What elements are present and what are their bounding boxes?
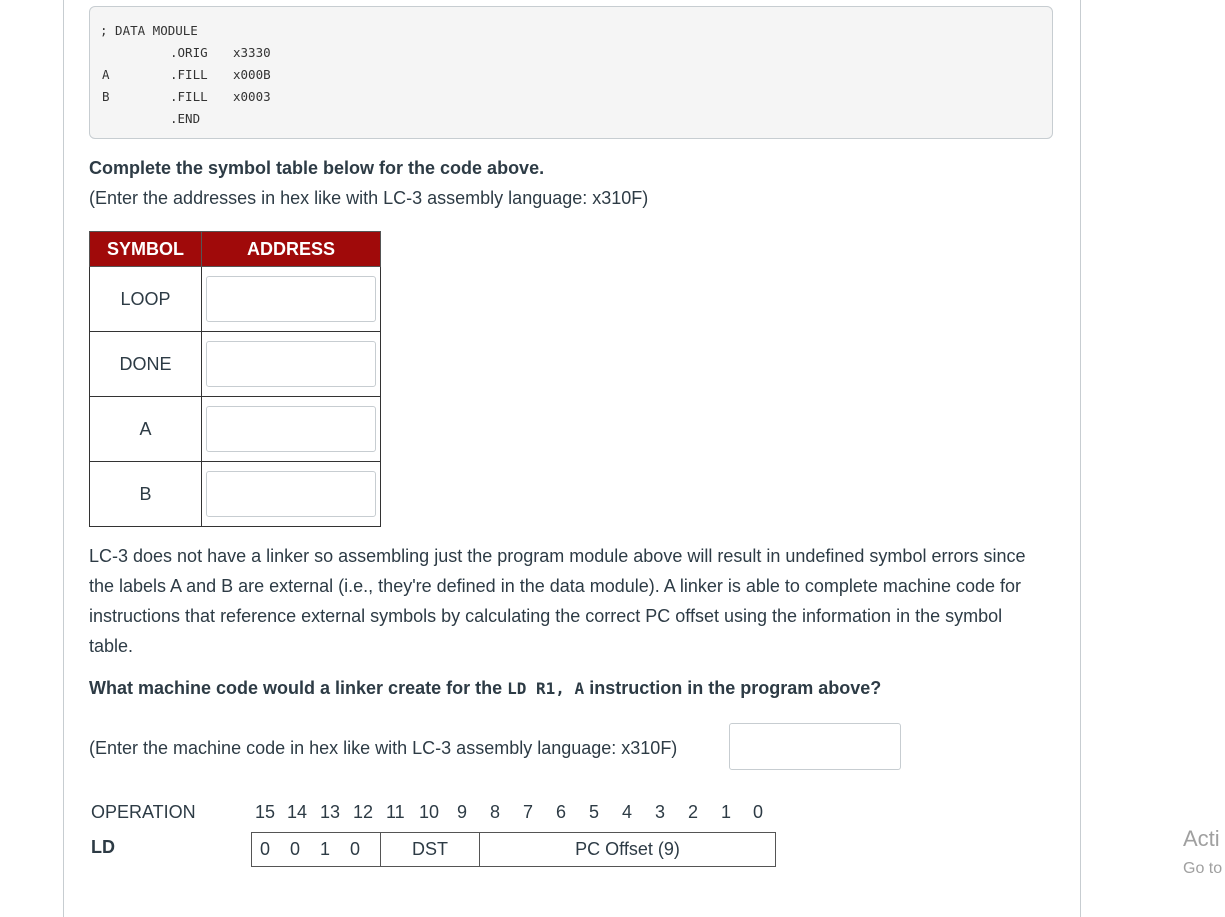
bit-number: 12 <box>353 802 374 822</box>
bit-number: 14 <box>287 802 308 822</box>
symbol-table-header <box>90 232 381 267</box>
table-row <box>90 267 381 332</box>
machine-code-question <box>89 678 881 699</box>
opcode-field <box>252 833 381 866</box>
address-cell <box>202 267 381 332</box>
bit-number: 15 <box>255 802 276 822</box>
code-op: .ORIG <box>170 45 208 60</box>
symbol-cell: DONE <box>90 332 202 397</box>
right-border <box>1080 0 1081 917</box>
instruction-code: LD R1, A <box>507 679 585 698</box>
table-row <box>90 462 381 527</box>
symbol-cell: A <box>90 397 202 462</box>
bit-number: 4 <box>622 802 633 822</box>
question-suffix: instruction in the program above? <box>589 678 882 698</box>
address-cell <box>202 462 381 527</box>
code-block <box>89 6 1053 139</box>
bit-number: 8 <box>490 802 501 822</box>
code-arg: x000B <box>233 67 271 82</box>
opcode-bit: 0 <box>260 839 271 859</box>
left-border <box>63 0 64 917</box>
operation-name: LD <box>91 837 115 857</box>
symbol-table <box>89 231 381 527</box>
dst-field: DST <box>381 833 480 866</box>
pcoffset-field: PC Offset (9) <box>575 839 680 859</box>
header-address: ADDRESS <box>202 232 381 267</box>
machine-code-prompt: (Enter the machine code in hex like with LC-3 assembly language: x310F) <box>89 738 678 758</box>
code-label: A <box>102 67 110 82</box>
address-input-done[interactable] <box>206 341 376 387</box>
code-arg: x0003 <box>233 89 271 104</box>
bit-number: 1 <box>721 802 732 822</box>
question-title: Complete the symbol table below for the code above. <box>89 158 545 178</box>
machine-code-input[interactable] <box>729 723 901 770</box>
bit-number: 13 <box>320 802 341 822</box>
code-label: B <box>102 89 110 104</box>
address-cell <box>202 397 381 462</box>
table-row <box>90 397 381 462</box>
address-input-a[interactable] <box>206 406 376 452</box>
operation-header: OPERATION <box>91 802 196 822</box>
address-input-loop[interactable] <box>206 276 376 322</box>
instruction-format-row <box>251 832 776 867</box>
bit-number: 9 <box>457 802 468 822</box>
bit-number: 0 <box>753 802 764 822</box>
windows-activation-watermark: Acti <box>1183 826 1220 851</box>
address-input-b[interactable] <box>206 471 376 517</box>
question-prefix: What machine code would a linker create for the <box>89 678 503 698</box>
bit-number: 2 <box>688 802 699 822</box>
table-row <box>90 332 381 397</box>
bit-number: 11 <box>386 802 405 822</box>
opcode-bit: 0 <box>290 839 301 859</box>
bit-number: 6 <box>556 802 567 822</box>
question-instructions: (Enter the addresses in hex like with LC-3 assembly language: x310F) <box>89 188 649 208</box>
address-cell <box>202 332 381 397</box>
code-op: .END <box>170 111 201 126</box>
bit-number: 5 <box>589 802 600 822</box>
bit-number: 10 <box>419 802 440 822</box>
opcode-bit: 0 <box>350 839 361 859</box>
explanation-paragraph: LC-3 does not have a linker so assembling just the program module above will result in undefined symbol errors since the labels A and B are external (i.e., they're defined in the data module). A linker is able to complete machine code for instructions that reference external symbols by calculating the correct PC offset using the information in the symbol table. <box>89 546 1026 656</box>
header-symbol: SYMBOL <box>90 232 202 267</box>
code-arg: x3330 <box>233 45 271 60</box>
code-line-comment: ; DATA MODULE <box>100 23 198 38</box>
bit-number: 7 <box>523 802 534 822</box>
bit-number: 3 <box>655 802 666 822</box>
symbol-cell: LOOP <box>90 267 202 332</box>
code-op: .FILL <box>170 89 208 104</box>
code-op: .FILL <box>170 67 208 82</box>
symbol-cell: B <box>90 462 202 527</box>
windows-activation-subtext: Go to <box>1183 860 1223 877</box>
opcode-bit: 1 <box>320 839 331 859</box>
